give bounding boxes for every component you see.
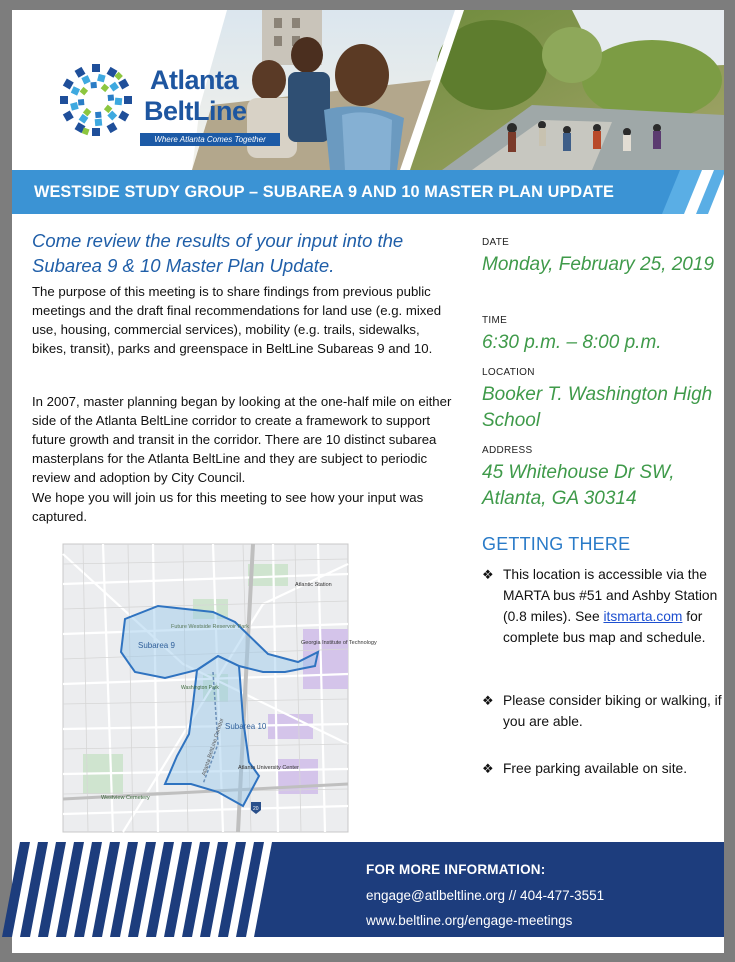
atlanta-beltline-logo [56, 60, 286, 150]
parking-text: Free parking available on site. [503, 761, 688, 776]
parking-bullet [482, 758, 722, 779]
map-label-georgia-tech: Georgia Institute of Technology [301, 640, 377, 646]
footer-contact: engage@atlbeltline.org // 404-477-3551 [366, 888, 605, 903]
date-label: DATE [482, 237, 510, 248]
getting-there-heading: GETTING THERE [482, 534, 631, 554]
footer-website: www.beltline.org/engage-meetings [366, 913, 573, 928]
logo-wordmark-line1: Atlanta [150, 65, 239, 95]
intro-heading: Come review the results of your input into the Subarea 9 & 10 Master Plan Update. [32, 230, 404, 276]
flyer-page [12, 10, 724, 953]
event-title: WESTSIDE STUDY GROUP – SUBAREA 9 AND 10 MASTER PLAN UPDATE [34, 183, 614, 201]
title-banner [12, 170, 724, 214]
location-value: Booker T. Washington High School [482, 384, 713, 431]
history-paragraph: In 2007, master planning began by looking at the one-half mile on either side of the Atlanta BeltLine corridor to create a framework to support future growth and transit in the corridor. There are 10 distinct subarea masterplans for the Atlanta BeltLine and they are subject to periodic review and adoption by City Council. [32, 394, 452, 485]
biking-text: Please consider biking or walking, if you are able. [503, 693, 722, 729]
footer-heading: FOR MORE INFORMATION: [366, 862, 546, 877]
map-label-atlantic-station: Atlantic Station [295, 582, 332, 588]
diamond-bullet-icon: ❖ [482, 693, 494, 708]
date-value: Monday, February 25, 2019 [482, 254, 715, 275]
time-label: TIME [482, 315, 508, 326]
itsmarta-link[interactable]: itsmarta.com [603, 609, 683, 624]
map-label-washington-park: Washington Park [181, 685, 219, 691]
purpose-paragraph: The purpose of this meeting is to share findings from previous public meetings and the draft final recommendations for land use (e.g. mixed use, housing, commercial services), mobility (e.g. trails, sidewalks, bikes, transit), parks and greenspace in BeltLine Subareas 9 and 10. [32, 284, 442, 356]
footer-stripes [12, 842, 312, 937]
invitation-paragraph: We hope you will join us for this meeting to see how your input was captured. [32, 490, 424, 524]
map-label-subarea9: Subarea 9 [138, 641, 175, 650]
map-label-auc: Atlanta University Center [238, 765, 299, 771]
map-label-westview: Westview Cemetery [101, 795, 150, 801]
map-label-corridor: Atlanta BeltLine Corridor [201, 717, 226, 777]
address-value: 45 Whitehouse Dr SW, Atlanta, GA 30314 [482, 462, 675, 509]
map-label-subarea10: Subarea 10 [225, 722, 267, 731]
subarea-map [63, 544, 377, 832]
time-value: 6:30 p.m. – 8:00 p.m. [482, 332, 662, 353]
logo-wordmark-line2: BeltLine [144, 96, 247, 126]
diamond-bullet-icon: ❖ [482, 567, 494, 582]
address-label: ADDRESS [482, 445, 533, 456]
transit-bullet [482, 564, 722, 648]
interstate-number: 20 [253, 806, 259, 812]
footer [12, 842, 724, 937]
diamond-bullet-icon: ❖ [482, 761, 494, 776]
beltline-mosaic-icon [56, 60, 136, 140]
map-label-future-park: Future Westside Reservoir Park [171, 624, 249, 630]
header-hero [12, 10, 724, 170]
location-label: LOCATION [482, 367, 535, 378]
transit-text: This location is accessible via the MARTA bus #51 and Ashby Station (0.8 miles). See itsmarta.com for complete bus map and schedule. [503, 567, 718, 645]
logo-tagline: Where Atlanta Comes Together [140, 133, 280, 146]
biking-bullet [482, 690, 722, 732]
